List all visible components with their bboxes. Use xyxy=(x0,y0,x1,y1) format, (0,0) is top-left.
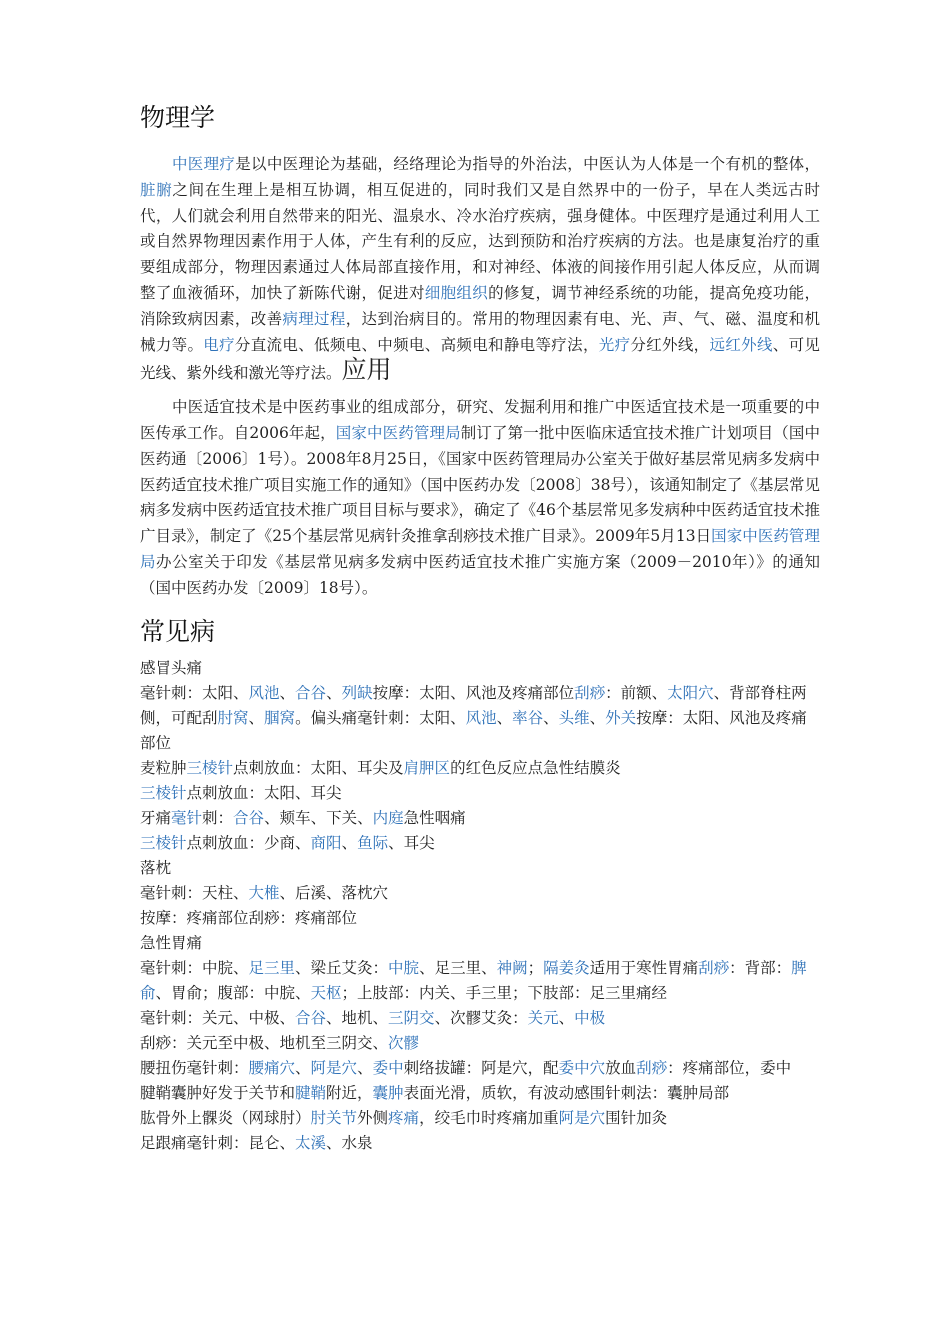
term-link[interactable]: 中极 xyxy=(574,1008,606,1027)
term-link[interactable]: 阿是穴 xyxy=(558,1108,606,1127)
term-link[interactable]: 委中穴 xyxy=(558,1058,606,1077)
term-link[interactable]: 中脘 xyxy=(388,958,420,977)
term-link[interactable]: 鱼际 xyxy=(357,833,389,852)
text-run: 牙痛 xyxy=(140,808,172,827)
term-link[interactable]: 毫针 xyxy=(171,808,203,827)
text-run: 、背部脊柱两侧，可配刮 xyxy=(140,683,807,727)
text-run: 、 xyxy=(248,708,265,727)
term-link[interactable]: 肘关节 xyxy=(310,1108,358,1127)
text-run: 中医适宜技术是中医药事业的组成部分，研究、发掘利用和推广中医适宜技术是一项重要的中医传承工作。自2006年起， xyxy=(140,398,820,442)
text-run: 办公室关于印发《基层常见病多发病中医药适宜技术推广实施方案（2009－2010年）》的通知（国中医药办发〔2009〕18号）。 xyxy=(140,552,820,597)
term-link[interactable]: 三阴交 xyxy=(388,1008,435,1027)
term-link[interactable]: 列缺 xyxy=(341,683,373,702)
text-run: 毫针刺：太阳、 xyxy=(140,683,249,702)
text-run: 、水泉 xyxy=(326,1133,373,1152)
text-run: 的红色反应点急性结膜炎 xyxy=(450,758,621,777)
text-run: 分直流电、低频电、中频电、高频电和静电等疗法， xyxy=(234,335,599,354)
text-run: 毫针刺：关元、中极、 xyxy=(140,1008,296,1027)
text-run: 麦粒肿 xyxy=(140,758,187,777)
term-link[interactable]: 肩胛区 xyxy=(403,758,451,777)
term-link[interactable]: 腰痛穴 xyxy=(248,1058,296,1077)
term-link[interactable]: 脏腑 xyxy=(140,180,173,199)
list-item xyxy=(140,881,820,906)
list-item xyxy=(140,906,820,931)
text-run: 、地机、 xyxy=(326,1008,389,1027)
text-run: ，绞毛巾时疼痛加重 xyxy=(419,1108,559,1127)
term-link[interactable]: 委中 xyxy=(372,1058,404,1077)
text-run: 按摩：太阳、风池及疼痛部位 xyxy=(372,683,575,702)
list-item xyxy=(140,1006,820,1031)
text-run: 腱鞘囊肿好发于关节和 xyxy=(140,1083,296,1102)
text-run: 点刺放血：少商、 xyxy=(186,833,311,852)
term-link[interactable]: 光疗 xyxy=(598,335,631,354)
text-run: 、颊车、下关、 xyxy=(264,808,373,827)
text-run: 、 xyxy=(558,1008,575,1027)
text-run: 、 xyxy=(496,708,513,727)
list-item xyxy=(140,931,820,956)
term-link[interactable]: 脾俞 xyxy=(140,958,807,1002)
list-item xyxy=(140,1081,820,1106)
term-link[interactable]: 大椎 xyxy=(248,883,280,902)
list-item xyxy=(140,856,820,881)
text-run: 围针加灸 xyxy=(605,1108,668,1127)
term-link[interactable]: 合谷 xyxy=(295,683,327,702)
list-item xyxy=(140,1106,820,1131)
text-run: 之间在生理上是相互协调，相互促进的，同时我们又是自然界中的一份子，早在人类远古时代，人们就会利用自然带来的阳光、温泉水、冷水治疗疾病，强身健体。中医理疗是通过利用人工或自然界物理因素作用于人体，产生有利的反应，达到预防和治疗疾病的方法。也是康复治疗的重要组成部分，物理因素通过人体局部直接作用，和对神经、体液的间接作用引起人体反应，从而调整了血液循环，加快了新陈代谢，促进对 xyxy=(140,180,820,302)
text-run: 、后溪、落枕穴 xyxy=(279,883,389,902)
text-run: 落枕 xyxy=(140,858,172,877)
list-item xyxy=(140,956,820,1006)
text-run: 的修复，调节神经系统的功能，提高免疫功能，消除致病因素，改善 xyxy=(140,283,820,328)
text-run: 足跟痛毫针刺：昆仑、 xyxy=(140,1133,296,1152)
text-run: 、梁丘艾灸： xyxy=(295,958,389,977)
text-run: 毫针刺：天柱、 xyxy=(140,883,249,902)
text-run: 放血 xyxy=(605,1058,637,1077)
term-link[interactable]: 电疗 xyxy=(203,335,235,354)
text-run: 感冒头痛 xyxy=(140,658,203,677)
term-link[interactable]: 天枢 xyxy=(310,983,342,1002)
term-link[interactable]: 太阳穴 xyxy=(667,683,714,702)
term-link[interactable]: 率谷 xyxy=(512,708,544,727)
term-link[interactable]: 病理过程 xyxy=(282,309,346,328)
term-link[interactable]: 足三里 xyxy=(248,958,296,977)
term-link[interactable]: 神阙 xyxy=(496,958,528,977)
text-run: 、胃俞；腹部：中脘、 xyxy=(155,983,311,1002)
common-diseases-list xyxy=(140,656,820,1156)
text-run: 外侧 xyxy=(357,1108,389,1127)
section-heading-application: 应用 xyxy=(341,355,392,385)
text-run: 急性咽痛 xyxy=(403,808,466,827)
term-link[interactable]: 三棱针 xyxy=(140,783,187,802)
term-link[interactable]: 中医理疗 xyxy=(172,155,236,173)
text-run: 点刺放血：太阳、耳尖 xyxy=(186,783,342,802)
text-run: 按摩：疼痛部位刮痧：疼痛部位 xyxy=(140,908,358,927)
text-run: 、次髎艾灸： xyxy=(434,1008,528,1027)
physics-paragraph xyxy=(140,152,820,387)
term-link[interactable]: 风池 xyxy=(465,708,497,727)
term-link[interactable]: 三棱针 xyxy=(140,833,187,852)
term-link[interactable]: 外关 xyxy=(605,708,637,727)
text-run: ； xyxy=(527,958,544,977)
text-run: 适用于寒性胃痛 xyxy=(589,958,699,977)
term-link[interactable]: 次髎 xyxy=(388,1033,420,1052)
text-run: 、可见光线、紫外线和激光等疗法。 xyxy=(140,335,820,383)
text-run: 附近， xyxy=(326,1083,373,1102)
text-run: ：背部： xyxy=(729,958,792,977)
term-link[interactable]: 风池 xyxy=(248,683,280,702)
term-link[interactable]: 国家中医药管理局 xyxy=(140,527,820,571)
application-paragraph xyxy=(140,395,820,601)
text-run: ，达到治病目的。常用的物理因素有电、光、声、气、磁、温度和机械力等。 xyxy=(140,309,820,354)
term-link[interactable]: 太溪 xyxy=(295,1133,327,1152)
text-run: 、足三里、 xyxy=(419,958,497,977)
term-link[interactable]: 隔姜灸 xyxy=(543,958,590,977)
term-link[interactable]: 囊肿 xyxy=(372,1083,404,1102)
term-link[interactable]: 国家中医药管理局 xyxy=(335,423,461,442)
term-link[interactable]: 刮痧 xyxy=(636,1058,668,1077)
section-heading-physics: 物理学 xyxy=(140,103,216,132)
text-run: 、 xyxy=(357,1058,373,1077)
term-link[interactable]: 合谷 xyxy=(233,808,265,827)
term-link[interactable]: 商阳 xyxy=(310,833,342,852)
text-run: 、 xyxy=(279,683,296,702)
term-link[interactable]: 刮痧 xyxy=(574,683,606,702)
text-run: 急性胃痛 xyxy=(140,933,203,952)
text-run: 、 xyxy=(326,683,342,702)
text-run: 刺： xyxy=(202,808,234,827)
section-heading-common-diseases: 常见病 xyxy=(140,616,216,646)
term-link[interactable]: 肘窝 xyxy=(217,708,249,727)
text-run: ；上肢部：内关、手三里；下肢部：足三里痛经 xyxy=(341,983,668,1002)
document-page xyxy=(140,100,820,1156)
term-link[interactable]: 细胞组织 xyxy=(424,283,489,302)
text-run: 点刺放血：太阳、耳尖及 xyxy=(233,758,404,777)
list-item xyxy=(140,681,820,756)
term-link[interactable]: 头维 xyxy=(558,708,590,727)
text-run: 表面光滑，质软，有波动感围针刺法：囊肿局部 xyxy=(403,1083,730,1102)
text-run: 肱骨外上髁炎（网球肘） xyxy=(140,1108,311,1127)
text-run: ：前额、 xyxy=(605,683,668,702)
term-link[interactable]: 远红外线 xyxy=(709,335,773,354)
list-item xyxy=(140,1031,820,1056)
term-link[interactable]: 合谷 xyxy=(295,1008,327,1027)
text-run: 腰扭伤毫针刺： xyxy=(140,1058,249,1077)
list-item xyxy=(140,1056,820,1081)
term-link[interactable]: 疼痛 xyxy=(388,1108,420,1127)
text-run: 、耳尖 xyxy=(388,833,435,852)
list-item xyxy=(140,656,820,681)
term-link[interactable]: 内庭 xyxy=(372,808,404,827)
term-link[interactable]: 腘窝 xyxy=(264,708,296,727)
term-link[interactable]: 刮痧 xyxy=(698,958,730,977)
text-run: 刺络拔罐：阿是穴，配 xyxy=(403,1058,559,1077)
text-run: 、 xyxy=(589,708,606,727)
text-run: 毫针刺：中脘、 xyxy=(140,958,249,977)
list-item xyxy=(140,806,820,831)
list-item xyxy=(140,1131,820,1156)
term-link[interactable]: 阿是穴 xyxy=(310,1058,358,1077)
text-run: 刮痧：关元至中极、地机至三阴交、 xyxy=(140,1033,389,1052)
text-run: ：疼痛部位，委中 xyxy=(667,1058,792,1077)
term-link[interactable]: 三棱针 xyxy=(186,758,234,777)
text-run: 按摩：太阳、风池及疼痛部位 xyxy=(140,708,807,752)
text-run: 。偏头痛毫针刺：太阳、 xyxy=(295,708,466,727)
text-run: 分红外线， xyxy=(630,335,710,354)
list-item xyxy=(140,831,820,856)
term-link[interactable]: 腱鞘 xyxy=(295,1083,327,1102)
text-run: 、 xyxy=(341,833,358,852)
text-run: 、 xyxy=(543,708,559,727)
term-link[interactable]: 关元 xyxy=(527,1008,559,1027)
text-run: 是以中医理论为基础，经络理论为指导的外治法，中医认为人体是一个有机的整体， xyxy=(235,155,820,173)
list-item xyxy=(140,756,820,781)
text-run: 、 xyxy=(295,1058,311,1077)
list-item xyxy=(140,781,820,806)
text-run: 制订了第一批中医临床适宜技术推广计划项目（国中医药通〔2006〕1号）。2008年8月25日，《国家中医药管理局办公室关于做好基层常见病多发病中医药适宜技术推广项目实施工作的通知》（国中医药办发〔2008〕38号），该通知制定了《基层常见病多发病中医药适宜技术推广项目目标与要求》，确定了《46个基层常见多发病种中医药适宜技术推广目录》，制定了《25个基层常见病针灸推拿刮痧技术推广目录》。2009年5月13日 xyxy=(140,423,820,546)
